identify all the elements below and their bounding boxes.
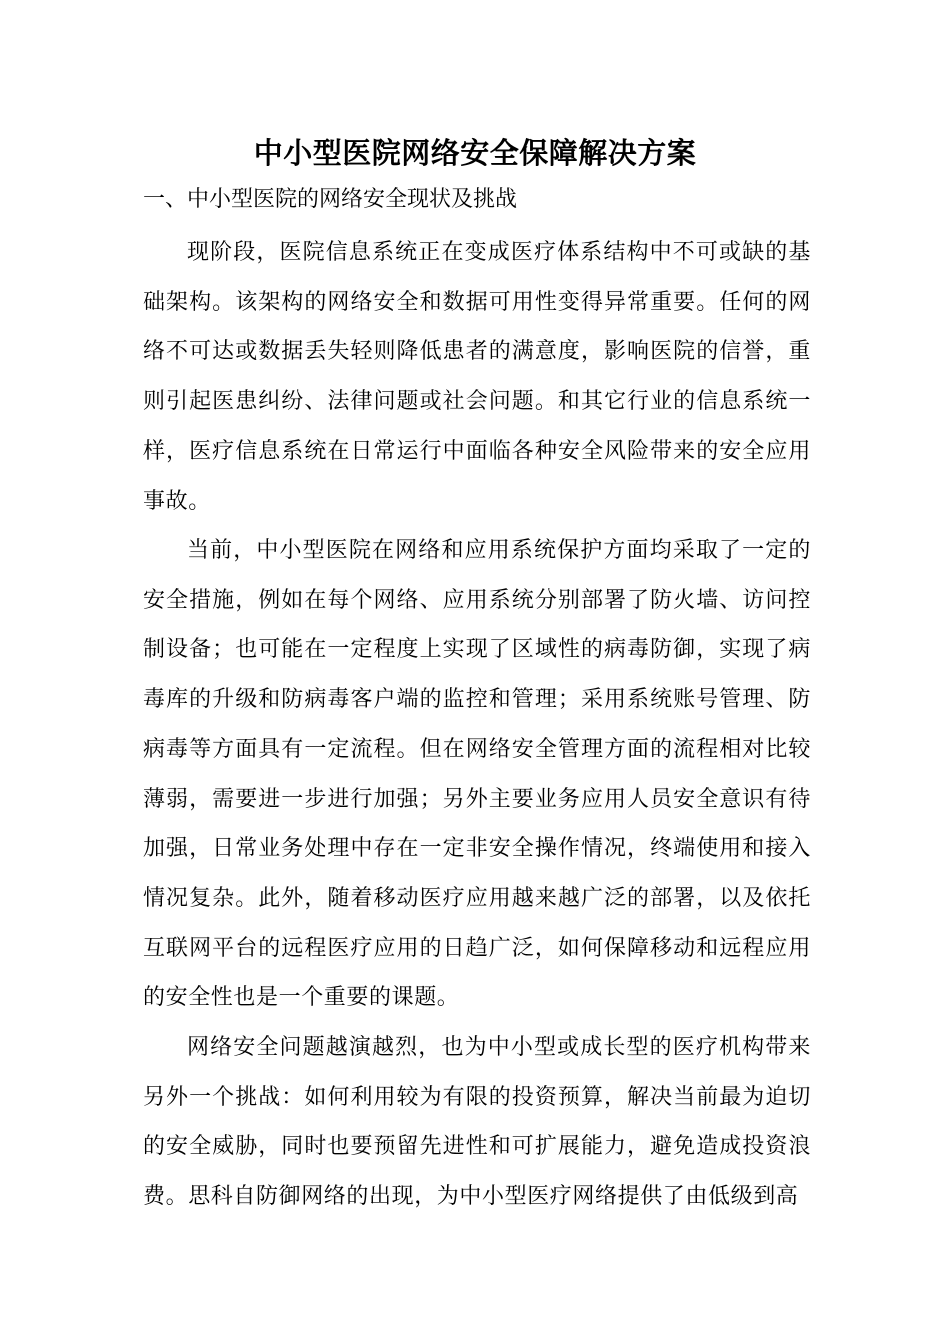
body-paragraph: 当前，中小型医院在网络和应用系统保护方面均采取了一定的安全措施，例如在每个网络、应用系统分别部署了防火墙、访问控制设备；也可能在一定程度上实现了区域性的病毒防御，实现了病毒库的升级和防病毒客户端的监控和管理；采用系统账号管理、防病毒等方面具有一定流程。但在网络安全管理方面的流程相对比较薄弱，需要进一步进行加强；另外主要业务应用人员安全意识有待加强，日常业务处理中存在一定非安全操作情况，终端使用和接入情况复杂。此外，随着移动医疗应用越来越广泛的部署，以及依托互联网平台的远程医疗应用的日趋广泛，如何保障移动和远程应用的安全性也是一个重要的课题。 (143, 538, 811, 1011)
body-paragraph: 网络安全问题越演越烈，也为中小型或成长型的医疗机构带来另外一个挑战：如何利用较为有限的投资预算，解决当前最为迫切的安全威胁，同时也要预留先进性和可扩展能力，避免造成投资浪费。思科自防御网络的出现，为中小型医疗网络提供了由低级到高 (143, 1035, 811, 1210)
body-paragraph: 现阶段，医院信息系统正在变成医疗体系结构中不可或缺的基础架构。该架构的网络安全和数据可用性变得异常重要。任何的网络不可达或数据丢失轻则降低患者的满意度，影响医院的信誉，重则引起医患纠纷、法律问题或社会问题。和其它行业的信息系统一样，医疗信息系统在日常运行中面临各种安全风险带来的安全应用事故。 (143, 240, 811, 514)
section-heading: 一、中小型医院的网络安全现状及挑战 (143, 187, 518, 212)
document-title: 中小型医院网络安全保障解决方案 (253, 136, 697, 170)
